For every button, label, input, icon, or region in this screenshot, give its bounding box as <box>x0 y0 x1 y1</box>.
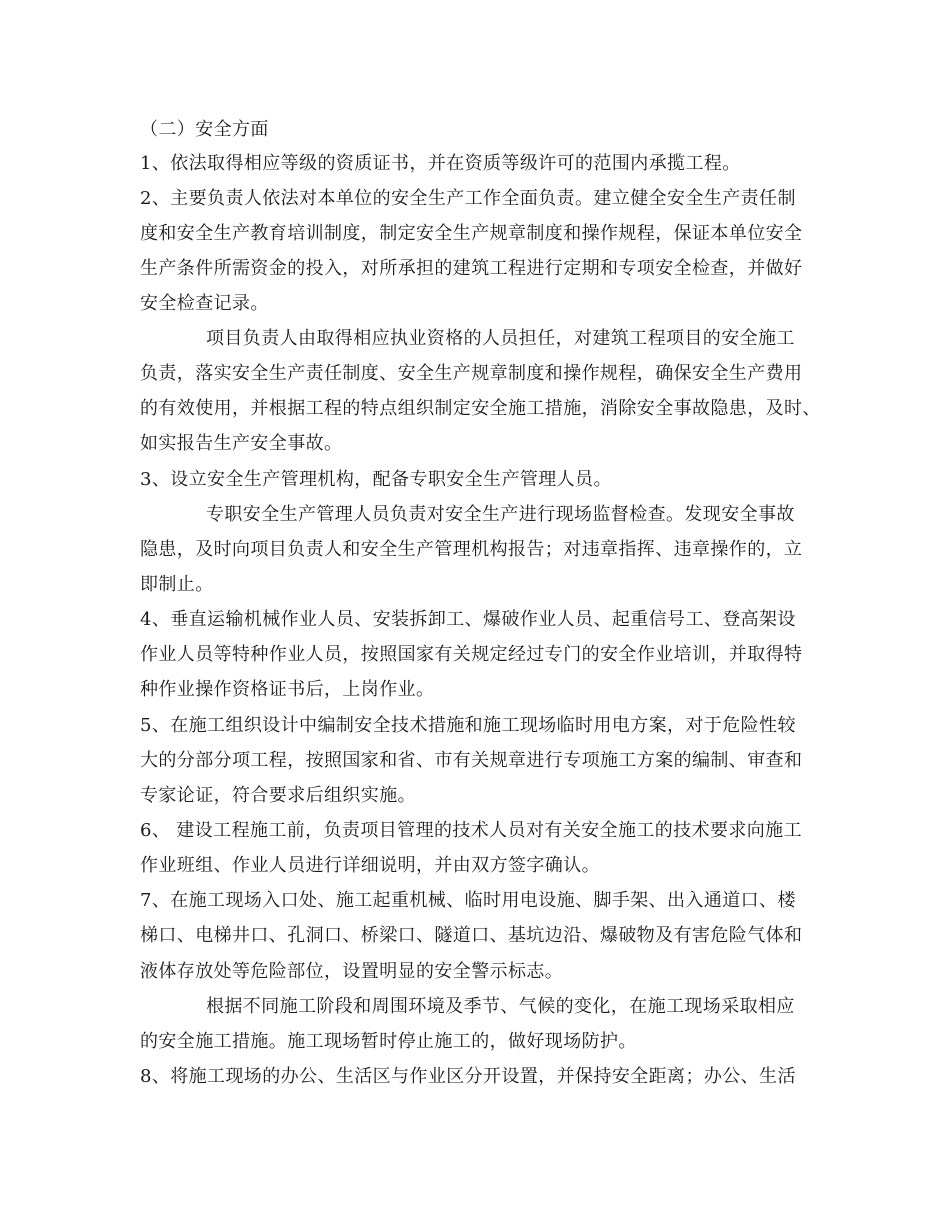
item-6-line-2: 作业班组、作业人员进行详细说明，并由双方签字确认。 <box>140 855 600 876</box>
item-3-para-2-line-3: 即制止。 <box>140 574 214 595</box>
item-4-line-3: 种作业操作资格证书后，上岗作业。 <box>140 679 435 700</box>
item-7-para-2-line-1: 根据不同施工阶段和周围环境及季节、气候的变化，在施工现场采取相应 <box>206 996 795 1017</box>
item-7-para-2-line-2: 的安全施工措施。施工现场暂时停止施工的，做好现场防护。 <box>140 1031 637 1052</box>
item-5-line-3: 专家论证，符合要求后组织实施。 <box>140 785 416 806</box>
item-5-line-2: 大的分部分项工程，按照国家和省、市有关规章进行专项施工方案的编制、审查和 <box>140 750 803 771</box>
item-2-line-2: 度和安全生产教育培训制度，制定安全生产规章制度和操作规程，保证本单位安全 <box>140 223 803 244</box>
item-4-line-2: 作业人员等特种作业人员，按照国家有关规定经过专门的安全作业培训，并取得特 <box>140 644 803 665</box>
item-7-line-1: 7、在施工现场入口处、施工起重机械、临时用电设施、脚手架、出入通道口、楼 <box>140 890 796 911</box>
item-1-line-1: 1、依法取得相应等级的资质证书，并在资质等级许可的范围内承揽工程。 <box>140 153 741 174</box>
item-2-line-1: 2、主要负责人依法对本单位的安全生产工作全面负责。建立健全安全生产责任制 <box>140 188 796 209</box>
item-2-para-2-line-1: 项目负责人由取得相应执业资格的人员担任，对建筑工程项目的安全施工 <box>206 328 795 349</box>
item-3-para-2-line-1: 专职安全生产管理人员负责对安全生产进行现场监督检查。发现安全事故 <box>206 504 795 525</box>
item-8-line-1: 8、将施工现场的办公、生活区与作业区分开设置，并保持安全距离；办公、生活 <box>140 1066 796 1087</box>
item-2-para-2-line-3: 的有效使用，并根据工程的特点组织制定安全施工措施，消除安全事故隐患，及时、 <box>140 398 821 419</box>
item-2-line-3: 生产条件所需资金的投入，对所承担的建筑工程进行定期和专项安全检查，并做好 <box>140 258 803 279</box>
item-4-line-1: 4、垂直运输机械作业人员、安装拆卸工、爆破作业人员、起重信号工、登高架设 <box>140 609 796 630</box>
section-heading: （二）安全方面 <box>140 119 269 140</box>
item-2-para-2-line-2: 负责，落实安全生产责任制度、安全生产规章制度和操作规程，确保安全生产费用 <box>140 363 803 384</box>
item-6-line-1: 6、 建设工程施工前，负责项目管理的技术人员对有关安全施工的技术要求向施工 <box>140 820 802 841</box>
item-2-line-4: 安全检查记录。 <box>140 293 269 314</box>
item-7-line-3: 液体存放处等危险部位，设置明显的安全警示标志。 <box>140 961 564 982</box>
item-5-line-1: 5、在施工组织设计中编制安全技术措施和施工现场临时用电方案，对于危险性较 <box>140 715 796 736</box>
item-3-para-2-line-2: 隐患，及时向项目负责人和安全生产管理机构报告；对违章指挥、违章操作的，立 <box>140 539 803 560</box>
item-7-line-2: 梯口、电梯井口、孔洞口、桥梁口、隧道口、基坑边沿、爆破物及有害危险气体和 <box>140 925 803 946</box>
item-2-para-2-line-4: 如实报告生产安全事故。 <box>140 433 343 454</box>
item-3-line-1: 3、设立安全生产管理机构，配备专职安全生产管理人员。 <box>140 469 612 490</box>
